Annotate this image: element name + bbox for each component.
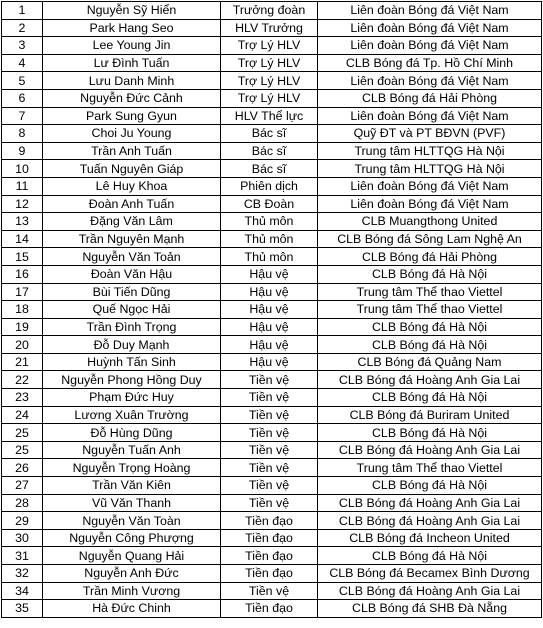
member-role-cell: Trợ Lý HLV (221, 72, 318, 90)
member-role-cell: Tiền vệ (221, 494, 318, 512)
member-role-cell: Trợ Lý HLV (221, 89, 318, 107)
member-name-cell: Đỗ Duy Mạnh (43, 336, 221, 354)
member-role-cell: Trợ Lý HLV (221, 37, 318, 55)
member-role-cell: Phiên dịch (221, 177, 318, 195)
member-name-cell: Huỳnh Tấn Sinh (43, 353, 221, 371)
row-number-cell: 25 (2, 424, 43, 442)
member-name-cell: Nguyễn Trọng Hoàng (43, 459, 221, 477)
table-row (2, 19, 542, 37)
table-row (2, 477, 542, 495)
member-name-cell: Nguyễn Phong Hồng Duy (43, 371, 221, 389)
row-number-cell: 16 (2, 265, 43, 283)
row-number-cell: 24 (2, 406, 43, 424)
table-row (2, 248, 542, 266)
member-name-cell: Bùi Tiến Dũng (43, 283, 221, 301)
member-name-cell: Nguyễn Văn Toàn (43, 512, 221, 530)
member-role-cell: Hậu vệ (221, 336, 318, 354)
member-name-cell: Park Sung Gyun (43, 107, 221, 125)
member-role-cell: HLV Trưởng (221, 19, 318, 37)
member-unit-cell: CLB Bóng đá Hải Phòng (318, 89, 542, 107)
member-role-cell: Hậu vệ (221, 265, 318, 283)
table-row (2, 89, 542, 107)
member-unit-cell: CLB Bóng đá SHB Đà Nẵng (318, 600, 542, 618)
member-unit-cell: Liên đoàn Bóng đá Việt Nam (318, 37, 542, 55)
member-name-cell: Vũ Văn Thanh (43, 494, 221, 512)
row-number-cell: 29 (2, 512, 43, 530)
table-row (2, 72, 542, 90)
member-unit-cell: CLB Bóng đá Becamex Bình Dương (318, 565, 542, 583)
member-role-cell: Tiền vệ (221, 459, 318, 477)
row-number-cell: 27 (2, 477, 43, 495)
member-name-cell: Đặng Văn Lâm (43, 213, 221, 231)
member-role-cell: Tiền vệ (221, 371, 318, 389)
member-unit-cell: CLB Bóng đá Incheon United (318, 529, 542, 547)
row-number-cell: 28 (2, 494, 43, 512)
table-row (2, 529, 542, 547)
table-row (2, 37, 542, 55)
member-name-cell: Lê Huy Khoa (43, 177, 221, 195)
member-name-cell: Lee Young Jin (43, 37, 221, 55)
member-name-cell: Trần Đình Trọng (43, 318, 221, 336)
member-role-cell: Tiền đạo (221, 512, 318, 530)
row-number-cell: 15 (2, 248, 43, 266)
table-row (2, 2, 542, 20)
table-row (2, 371, 542, 389)
table-row (2, 406, 542, 424)
row-number-cell: 2 (2, 19, 43, 37)
member-role-cell: Hậu vệ (221, 283, 318, 301)
member-name-cell: Đỗ Hùng Dũng (43, 424, 221, 442)
member-name-cell: Park Hang Seo (43, 19, 221, 37)
table-row (2, 600, 542, 618)
member-unit-cell: Trung tâm Thể thao Viettel (318, 459, 542, 477)
member-unit-cell: CLB Bóng đá Hải Phòng (318, 248, 542, 266)
member-name-cell: Nguyễn Đức Cảnh (43, 89, 221, 107)
member-name-cell: Hà Đức Chinh (43, 600, 221, 618)
member-unit-cell: CLB Bóng đá Hoàng Anh Gia Lai (318, 512, 542, 530)
member-name-cell: Lư Đình Tuấn (43, 54, 221, 72)
member-name-cell: Trần Nguyên Mạnh (43, 230, 221, 248)
row-number-cell: 5 (2, 72, 43, 90)
member-name-cell: Nguyễn Công Phượng (43, 529, 221, 547)
member-role-cell: Bác sĩ (221, 125, 318, 143)
member-name-cell: Nguyễn Sỹ Hiển (43, 2, 221, 20)
table-row (2, 301, 542, 319)
member-unit-cell: CLB Bóng đá Sông Lam Nghệ An (318, 230, 542, 248)
row-number-cell: 14 (2, 230, 43, 248)
member-role-cell: Hậu vệ (221, 318, 318, 336)
row-number-cell: 21 (2, 353, 43, 371)
table-row (2, 213, 542, 231)
row-number-cell: 18 (2, 301, 43, 319)
row-number-cell: 34 (2, 582, 43, 600)
member-name-cell: Quế Ngọc Hải (43, 301, 221, 319)
table-row (2, 177, 542, 195)
member-role-cell: Bác sĩ (221, 142, 318, 160)
member-unit-cell: CLB Bóng đá Buriram United (318, 406, 542, 424)
row-number-cell: 10 (2, 160, 43, 178)
member-unit-cell: CLB Bóng đá Tp. Hồ Chí Minh (318, 54, 542, 72)
member-unit-cell: Quỹ ĐT và PT BĐVN (PVF) (318, 125, 542, 143)
table-row (2, 424, 542, 442)
table-row (2, 512, 542, 530)
member-role-cell: Hậu vệ (221, 301, 318, 319)
table-row (2, 54, 542, 72)
member-unit-cell: Liên đoàn Bóng đá Việt Nam (318, 2, 542, 20)
table-row (2, 582, 542, 600)
row-number-cell: 26 (2, 459, 43, 477)
member-name-cell: Đoàn Văn Hậu (43, 265, 221, 283)
member-role-cell: Thủ môn (221, 248, 318, 266)
member-name-cell: Nguyễn Anh Đức (43, 565, 221, 583)
table-row (2, 142, 542, 160)
table-row (2, 283, 542, 301)
member-role-cell: Thủ môn (221, 230, 318, 248)
member-role-cell: Tiền vệ (221, 582, 318, 600)
member-name-cell: Nguyễn Quang Hải (43, 547, 221, 565)
member-name-cell: Tuấn Nguyên Giáp (43, 160, 221, 178)
row-number-cell: 13 (2, 213, 43, 231)
member-role-cell: Thủ môn (221, 213, 318, 231)
member-unit-cell: CLB Bóng đá Hà Nội (318, 318, 542, 336)
row-number-cell: 12 (2, 195, 43, 213)
member-role-cell: Tiền vệ (221, 441, 318, 459)
table-row (2, 230, 542, 248)
row-number-cell: 8 (2, 125, 43, 143)
table-row (2, 353, 542, 371)
member-name-cell: Nguyễn Văn Toản (43, 248, 221, 266)
member-name-cell: Lưu Danh Minh (43, 72, 221, 90)
row-number-cell: 6 (2, 89, 43, 107)
member-role-cell: Tiền vệ (221, 477, 318, 495)
member-unit-cell: Liên đoàn Bóng đá Việt Nam (318, 177, 542, 195)
member-name-cell: Choi Ju Young (43, 125, 221, 143)
member-unit-cell: Trung tâm HLTTQG Hà Nội (318, 160, 542, 178)
member-unit-cell: CLB Bóng đá Hà Nội (318, 389, 542, 407)
table-row (2, 441, 542, 459)
member-role-cell: Tiền vệ (221, 406, 318, 424)
member-role-cell: Tiền đạo (221, 565, 318, 583)
member-unit-cell: CLB Bóng đá Hoàng Anh Gia Lai (318, 494, 542, 512)
member-role-cell: Tiền vệ (221, 424, 318, 442)
member-name-cell: Đoàn Anh Tuấn (43, 195, 221, 213)
row-number-cell: 17 (2, 283, 43, 301)
member-role-cell: HLV Thể lực (221, 107, 318, 125)
member-unit-cell: CLB Bóng đá Hoàng Anh Gia Lai (318, 441, 542, 459)
row-number-cell: 25 (2, 441, 43, 459)
member-unit-cell: Trung tâm Thể thao Viettel (318, 283, 542, 301)
row-number-cell: 31 (2, 547, 43, 565)
table-row (2, 336, 542, 354)
member-unit-cell: Liên đoàn Bóng đá Việt Nam (318, 195, 542, 213)
member-role-cell: Tiền đạo (221, 547, 318, 565)
member-unit-cell: CLB Bóng đá Hà Nội (318, 336, 542, 354)
table-row (2, 494, 542, 512)
row-number-cell: 3 (2, 37, 43, 55)
row-number-cell: 19 (2, 318, 43, 336)
member-unit-cell: CLB Bóng đá Hà Nội (318, 547, 542, 565)
table-row (2, 195, 542, 213)
member-name-cell: Trần Anh Tuấn (43, 142, 221, 160)
member-role-cell: Tiền đạo (221, 600, 318, 618)
roster-table (1, 1, 542, 618)
member-unit-cell: CLB Bóng đá Hà Nội (318, 265, 542, 283)
member-unit-cell: Trung tâm HLTTQG Hà Nội (318, 142, 542, 160)
table-row (2, 389, 542, 407)
table-row (2, 459, 542, 477)
member-name-cell: Lương Xuân Trường (43, 406, 221, 424)
row-number-cell: 1 (2, 2, 43, 20)
table-row (2, 107, 542, 125)
member-role-cell: Tiền đạo (221, 529, 318, 547)
member-role-cell: Trợ Lý HLV (221, 54, 318, 72)
member-role-cell: Tiền vệ (221, 389, 318, 407)
member-role-cell: Bác sĩ (221, 160, 318, 178)
row-number-cell: 4 (2, 54, 43, 72)
row-number-cell: 11 (2, 177, 43, 195)
member-role-cell: CB Đoàn (221, 195, 318, 213)
row-number-cell: 7 (2, 107, 43, 125)
member-name-cell: Trần Minh Vương (43, 582, 221, 600)
row-number-cell: 23 (2, 389, 43, 407)
member-unit-cell: CLB Bóng đá Hà Nội (318, 477, 542, 495)
table-row (2, 125, 542, 143)
row-number-cell: 35 (2, 600, 43, 618)
row-number-cell: 9 (2, 142, 43, 160)
table-row (2, 547, 542, 565)
member-unit-cell: Trung tâm Thể thao Viettel (318, 301, 542, 319)
member-name-cell: Trần Văn Kiên (43, 477, 221, 495)
table-row (2, 265, 542, 283)
roster-body (2, 2, 542, 618)
table-row (2, 160, 542, 178)
member-role-cell: Hậu vệ (221, 353, 318, 371)
member-role-cell: Trưởng đoàn (221, 2, 318, 20)
table-row (2, 318, 542, 336)
row-number-cell: 20 (2, 336, 43, 354)
row-number-cell: 22 (2, 371, 43, 389)
member-unit-cell: CLB Bóng đá Quảng Nam (318, 353, 542, 371)
member-unit-cell: Liên đoàn Bóng đá Việt Nam (318, 19, 542, 37)
member-name-cell: Nguyễn Tuấn Anh (43, 441, 221, 459)
row-number-cell: 32 (2, 565, 43, 583)
member-unit-cell: CLB Bóng đá Hoàng Anh Gia Lai (318, 582, 542, 600)
table-row (2, 565, 542, 583)
member-name-cell: Phạm Đức Huy (43, 389, 221, 407)
member-unit-cell: Liên đoàn Bóng đá Việt Nam (318, 72, 542, 90)
member-unit-cell: Liên đoàn Bóng đá Việt Nam (318, 107, 542, 125)
member-unit-cell: CLB Bóng đá Hà Nội (318, 424, 542, 442)
member-unit-cell: CLB Bóng đá Hoàng Anh Gia Lai (318, 371, 542, 389)
member-unit-cell: CLB Muangthong United (318, 213, 542, 231)
row-number-cell: 30 (2, 529, 43, 547)
